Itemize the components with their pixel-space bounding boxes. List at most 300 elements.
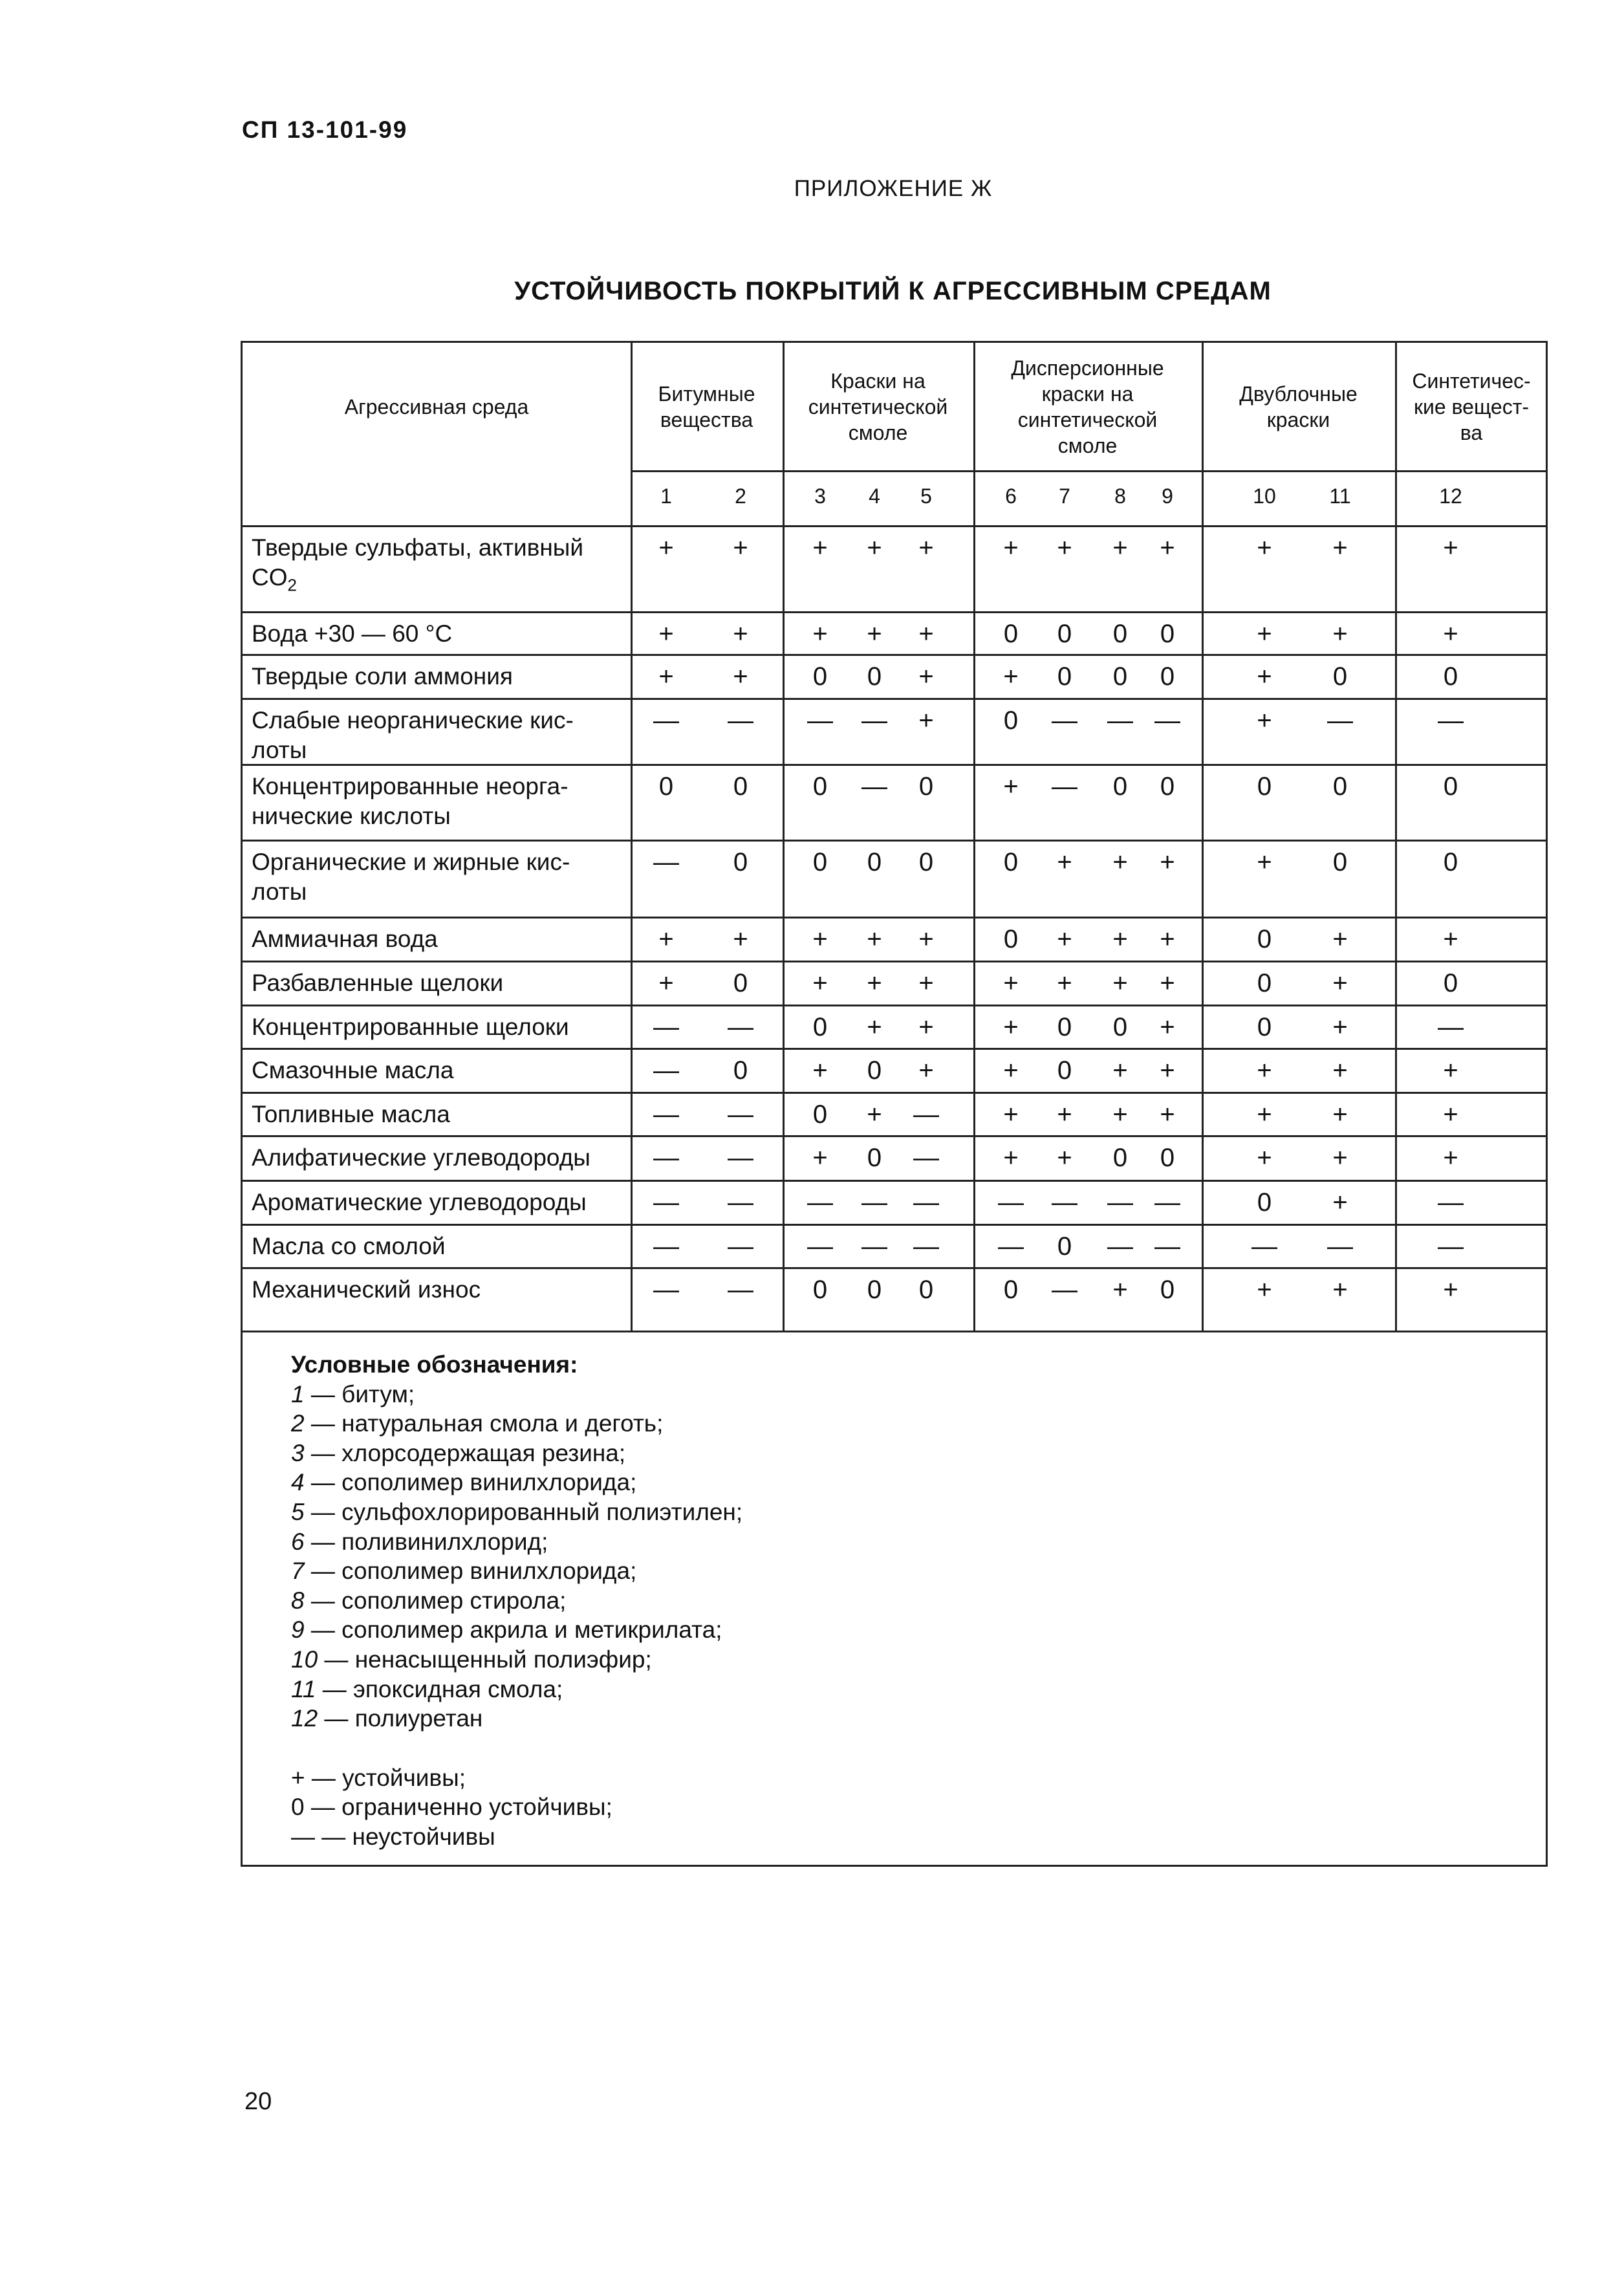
table-cell: + [1003,1144,1019,1172]
table-cell: — [728,1276,753,1304]
column-divider [973,343,975,1331]
table-cell: + [867,1100,882,1129]
table-cell: 0 [812,1013,828,1041]
table-cell: 0 [1160,1144,1175,1172]
group-header-line: смоле [848,420,908,444]
legend-item-number: 6 [291,1528,305,1555]
table-cell: + [918,662,934,691]
table-cell: — [653,706,679,735]
table-cell: 0 [1160,1276,1175,1304]
table-cell: 0 [733,1056,748,1085]
legend-item-number: 7 [291,1558,305,1585]
table-cell: + [812,969,828,997]
legend-item [291,1704,742,1733]
table-cell: — [861,706,887,735]
table-cell: — [1438,1013,1464,1041]
row-label [252,924,874,954]
column-number: 11 [1329,484,1351,508]
table-cell: 0 [867,1144,882,1172]
table-cell: — [807,1232,833,1261]
legend-item-text: — сополимер винилхлорида; [304,1469,637,1496]
row-label [252,1188,874,1217]
row-divider [243,1135,1548,1137]
table-cell: 0 [1257,1013,1272,1041]
legend-item-number: 8 [291,1587,305,1614]
table-cell: 0 [1057,662,1072,691]
table-cell: + [1003,1056,1019,1085]
appendix-label: ПРИЛОЖЕНИЕ Ж [794,176,993,201]
table-cell: + [1160,925,1175,953]
table-cell: — [861,1188,887,1217]
row-label [252,772,874,831]
table-cell: + [1257,1100,1272,1129]
table-cell: 0 [1003,620,1019,648]
header-bottom-line [243,525,1548,527]
group-header-line: краски [1266,408,1330,431]
table-cell: — [1154,1232,1180,1261]
table-cell: + [867,1013,882,1041]
row-label-line: Твердые соли аммония [252,663,513,690]
table-cell: — [913,1232,939,1261]
legend-symbol [291,1763,742,1793]
row-label [252,847,874,907]
table-cell: — [807,1188,833,1217]
legend-item-text: — полиуретан [318,1705,483,1732]
legend-item-text: — натуральная смола и деготь; [304,1410,664,1437]
column-number: 4 [869,484,880,508]
row-label-line: Концентрированные щелоки [252,1014,569,1040]
legend-item-text: — сульфохлорированный полиэтилен; [304,1498,743,1525]
table-cell: + [918,1056,934,1085]
row-label [252,1143,874,1173]
table-cell: — [1327,706,1353,735]
row-label-line: Смазочные масла [252,1057,454,1083]
table-cell: — [1052,772,1077,801]
legend-symbol-mark: — [291,1823,315,1850]
row-divider [243,1267,1548,1269]
legend-item [291,1439,742,1468]
table-cell: — [998,1188,1024,1217]
row-label [252,1232,874,1261]
legend-symbol-text: — ограниченно устойчивы; [304,1794,612,1821]
table-cell: 0 [1057,1232,1072,1261]
table-cell: 0 [812,772,828,801]
table-cell: — [1438,1188,1464,1217]
column-number: 1 [660,484,672,508]
table-cell: 0 [1257,772,1272,801]
table-cell: 0 [1003,706,1019,735]
column-number: 2 [735,484,746,508]
column-number: 6 [1005,484,1017,508]
table-cell: — [913,1188,939,1217]
table-cell: 0 [1443,969,1458,997]
table-cell: 0 [1003,925,1019,953]
group-header-line: Краски на [830,369,926,393]
table-cell: 0 [1443,848,1458,876]
table-cell: 0 [812,662,828,691]
row-divider [243,1331,1548,1332]
table-cell: + [1112,848,1128,876]
column-number: 10 [1253,484,1276,508]
table-cell: 0 [867,1056,882,1085]
group-header-line: смоле [1057,433,1118,457]
legend-item-number: 11 [291,1675,316,1702]
row-divider [243,698,1548,700]
legend-symbol-text: — неустойчивы [315,1823,495,1850]
table-cell: + [1057,1100,1072,1129]
row-label-line: Разбавленные щелоки [252,970,504,996]
legend-item [291,1527,742,1557]
row-label [252,1012,874,1042]
table-cell: — [1052,1188,1077,1217]
legend-item [291,1497,742,1527]
legend-item-text: — хлорсодержащая резина; [304,1439,626,1466]
table-cell: 0 [1112,620,1128,648]
table-cell: — [728,706,753,735]
column-number: 3 [814,484,826,508]
column-divider [783,343,785,1331]
row-label [252,619,874,649]
legend-item-number: 10 [291,1646,318,1673]
legend-item-number: 3 [291,1439,305,1466]
group-header-line: краски на [1041,382,1134,406]
table-cell: + [1332,620,1348,648]
formula-subscript: 2 [287,575,297,595]
group-header [1395,343,1548,470]
legend-symbol [291,1792,742,1822]
row-divider [243,961,1548,962]
resistance-table [241,341,1548,1867]
row-label-line: Твердые сульфаты, активный [252,534,584,561]
table-cell: — [653,1013,679,1041]
table-cell: 0 [1443,662,1458,691]
legend-item [291,1615,742,1645]
row-label-line: лоты [252,878,307,905]
legend-gap [291,1733,742,1763]
group-header-line: кие вещест- [1413,395,1530,418]
table-cell: 0 [812,1100,828,1129]
table-cell: — [913,1144,939,1172]
row-divider [243,1048,1548,1050]
table-cell: — [728,1232,753,1261]
table-cell: — [1154,1188,1180,1217]
row-label [252,533,874,600]
table-cell: 0 [867,848,882,876]
page-title: УСТОЙЧИВОСТЬ ПОКРЫТИЙ К АГРЕССИВНЫМ СРЕДАМ [514,277,1272,305]
group-header-line: синтетической [808,395,948,418]
legend-item-text: — битум; [304,1380,415,1407]
table-cell: + [1003,969,1019,997]
row-label [252,1100,874,1129]
table-cell: + [1057,534,1072,562]
table-cell: + [1332,1144,1348,1172]
group-header-line: ва [1460,420,1483,444]
row-label-line: Топливные масла [252,1101,450,1127]
legend-item [291,1645,742,1675]
legend-item [291,1380,742,1409]
row-label [252,1056,874,1085]
table-cell: + [658,925,674,953]
row-divider [243,1092,1548,1094]
table-cell: 0 [1003,1276,1019,1304]
table-cell: 0 [1257,1188,1272,1217]
table-cell: + [1003,1013,1019,1041]
table-cell: + [1443,1276,1458,1304]
group-header [973,343,1202,470]
table-cell: + [658,620,674,648]
group-header [631,343,783,470]
column-number: 8 [1114,484,1126,508]
table-cell: + [1257,706,1272,735]
table-cell: + [1003,1100,1019,1129]
row-divider [243,1005,1548,1006]
table-cell: + [1332,1056,1348,1085]
legend-item-text: — сополимер акрила и метикрилата; [304,1616,722,1644]
column-number: 9 [1162,484,1173,508]
row-label-line: Органические и жирные кис- [252,849,570,875]
table-cell: 0 [1332,772,1348,801]
table-cell: — [1327,1232,1353,1261]
table-cell: — [1052,706,1077,735]
table-cell: — [1107,1188,1133,1217]
table-cell: 0 [658,772,674,801]
table-cell: 0 [1057,1056,1072,1085]
table-cell: + [1332,925,1348,953]
table-cell: + [1160,848,1175,876]
table-cell: + [1160,1013,1175,1041]
table-cell: + [918,1013,934,1041]
table-cell: — [1154,706,1180,735]
column-divider [1395,343,1397,1331]
table-cell: + [1443,1056,1458,1085]
table-cell: + [1003,534,1019,562]
table-cell: + [1003,772,1019,801]
table-cell: + [812,534,828,562]
table-cell: + [733,662,748,691]
table-cell: — [653,1188,679,1217]
legend-item [291,1586,742,1616]
legend-symbol-mark: + [291,1764,305,1791]
table-cell: + [1257,1144,1272,1172]
table-cell: + [1057,848,1072,876]
table-cell: + [918,925,934,953]
table-cell: + [658,662,674,691]
row-label-line: Аммиачная вода [252,926,438,952]
table-cell: + [918,620,934,648]
table-cell: + [1112,969,1128,997]
row-label [252,1275,874,1305]
legend-item-number: 4 [291,1469,305,1496]
table-cell: + [1332,534,1348,562]
table-cell: + [1112,1276,1128,1304]
legend-item [291,1468,742,1497]
table-cell: + [867,534,882,562]
legend-item-text: — ненасыщенный полиэфир; [318,1646,652,1673]
page-number: 20 [244,2088,272,2115]
doc-code: СП 13-101-99 [242,116,408,143]
row-label [252,662,874,691]
table-cell: 0 [1003,848,1019,876]
table-cell: + [867,925,882,953]
table-cell: + [1112,1100,1128,1129]
column-number: 12 [1439,484,1462,508]
table-cell: 0 [1160,620,1175,648]
table-cell: 0 [733,969,748,997]
table-cell: + [1257,848,1272,876]
table-cell: + [918,706,934,735]
legend-item-number: 9 [291,1616,305,1644]
row-label-line: Вода +30 — 60 °С [252,620,453,647]
group-header-line: Битумные [658,382,755,406]
table-cell: — [1107,706,1133,735]
table-cell: + [1257,534,1272,562]
row-label-line: Масла со смолой [252,1233,446,1259]
legend-item-number: 1 [291,1380,305,1407]
table-cell: + [1443,534,1458,562]
table-cell: — [998,1232,1024,1261]
row-divider [243,654,1548,656]
table-cell: + [867,969,882,997]
table-cell: — [1438,706,1464,735]
chemical-formula: CO [252,564,288,591]
table-cell: + [1257,620,1272,648]
row-divider [243,1180,1548,1182]
legend-symbol-text: — устойчивы; [305,1764,466,1791]
row-divider [243,1224,1548,1226]
legend-item [291,1409,742,1439]
table-cell: 0 [1057,1013,1072,1041]
table-cell: + [658,534,674,562]
table-cell: 0 [1057,620,1072,648]
row-divider [243,611,1548,613]
table-cell: + [1160,1100,1175,1129]
table-cell: + [733,534,748,562]
table-cell: 0 [1332,848,1348,876]
table-cell: — [653,1276,679,1304]
table-cell: + [1057,1144,1072,1172]
table-cell: — [653,1144,679,1172]
row-label [252,706,874,765]
table-cell: 0 [1112,1013,1128,1041]
table-cell: + [918,534,934,562]
table-cell: + [1003,662,1019,691]
table-cell: + [1160,534,1175,562]
table-cell: + [1057,925,1072,953]
legend [291,1350,742,1852]
group-header [783,343,973,470]
row-label-line: Алифатические углеводороды [252,1144,590,1171]
table-cell: + [1112,925,1128,953]
table-cell: + [1332,1013,1348,1041]
row-label [252,968,874,998]
table-cell: — [1107,1232,1133,1261]
group-header-line: Дисперсионные [1011,356,1164,380]
table-cell: + [733,620,748,648]
table-cell: — [653,1100,679,1129]
table-cell: + [1112,1056,1128,1085]
table-cell: — [653,848,679,876]
table-cell: 0 [1112,662,1128,691]
table-cell: + [1332,969,1348,997]
table-cell: — [913,1100,939,1129]
row-label-line: Концентрированные неорга- [252,773,568,799]
table-cell: 0 [918,772,934,801]
table-cell: 0 [1112,1144,1128,1172]
row-label-line: лоты [252,737,307,763]
group-header-line: Синтетичес- [1412,369,1531,393]
legend-item-text: — поливинилхлорид; [304,1528,548,1555]
row-label-line: Слабые неорганические кис- [252,707,574,734]
table-cell: + [918,969,934,997]
table-cell: + [1443,1144,1458,1172]
row-divider [243,917,1548,918]
table-cell: 0 [733,848,748,876]
table-cell: 0 [1443,772,1458,801]
table-cell: 0 [1112,772,1128,801]
table-cell: — [728,1144,753,1172]
table-cell: + [1160,969,1175,997]
legend-item-number: 5 [291,1498,305,1525]
group-header-line: вещества [660,408,753,431]
table-cell: + [1160,1056,1175,1085]
legend-item [291,1675,742,1704]
group-header-line: синтетической [1017,408,1158,431]
table-cell: — [1438,1232,1464,1261]
table-cell: + [1332,1276,1348,1304]
table-cell: — [861,772,887,801]
table-cell: 0 [812,1276,828,1304]
row-divider [243,840,1548,842]
table-cell: — [861,1232,887,1261]
legend-title: Условные обозначения: [291,1351,578,1378]
column-divider [631,343,633,1331]
table-cell: + [1057,969,1072,997]
table-cell: 0 [867,1276,882,1304]
legend-item-text: — сополимер винилхлорида; [304,1558,637,1585]
table-cell: 0 [812,848,828,876]
table-cell: 0 [733,772,748,801]
legend-item-number: 2 [291,1410,305,1437]
table-cell: 0 [1160,662,1175,691]
legend-symbol [291,1822,742,1852]
table-cell: — [728,1100,753,1129]
table-cell: + [1332,1188,1348,1217]
table-cell: 0 [1332,662,1348,691]
table-cell: 0 [1160,772,1175,801]
table-cell: — [1251,1232,1277,1261]
table-cell: + [867,620,882,648]
table-cell: 0 [867,662,882,691]
table-cell: + [1332,1100,1348,1129]
table-cell: + [1257,1276,1272,1304]
env-header: Агрессивная среда [344,395,529,418]
table-cell: + [1112,534,1128,562]
table-cell: 0 [918,1276,934,1304]
table-cell: — [728,1013,753,1041]
table-cell: + [812,1144,828,1172]
legend-item-text: — сополимер стирола; [304,1587,567,1614]
row-label-line: Ароматические углеводороды [252,1189,587,1215]
table-cell: + [1257,1056,1272,1085]
table-cell: + [812,925,828,953]
column-number: 7 [1059,484,1070,508]
table-cell: + [812,620,828,648]
table-cell: — [653,1232,679,1261]
table-cell: 0 [1257,925,1272,953]
table-cell: + [1443,925,1458,953]
table-cell: + [1443,620,1458,648]
column-divider [1202,343,1204,1331]
